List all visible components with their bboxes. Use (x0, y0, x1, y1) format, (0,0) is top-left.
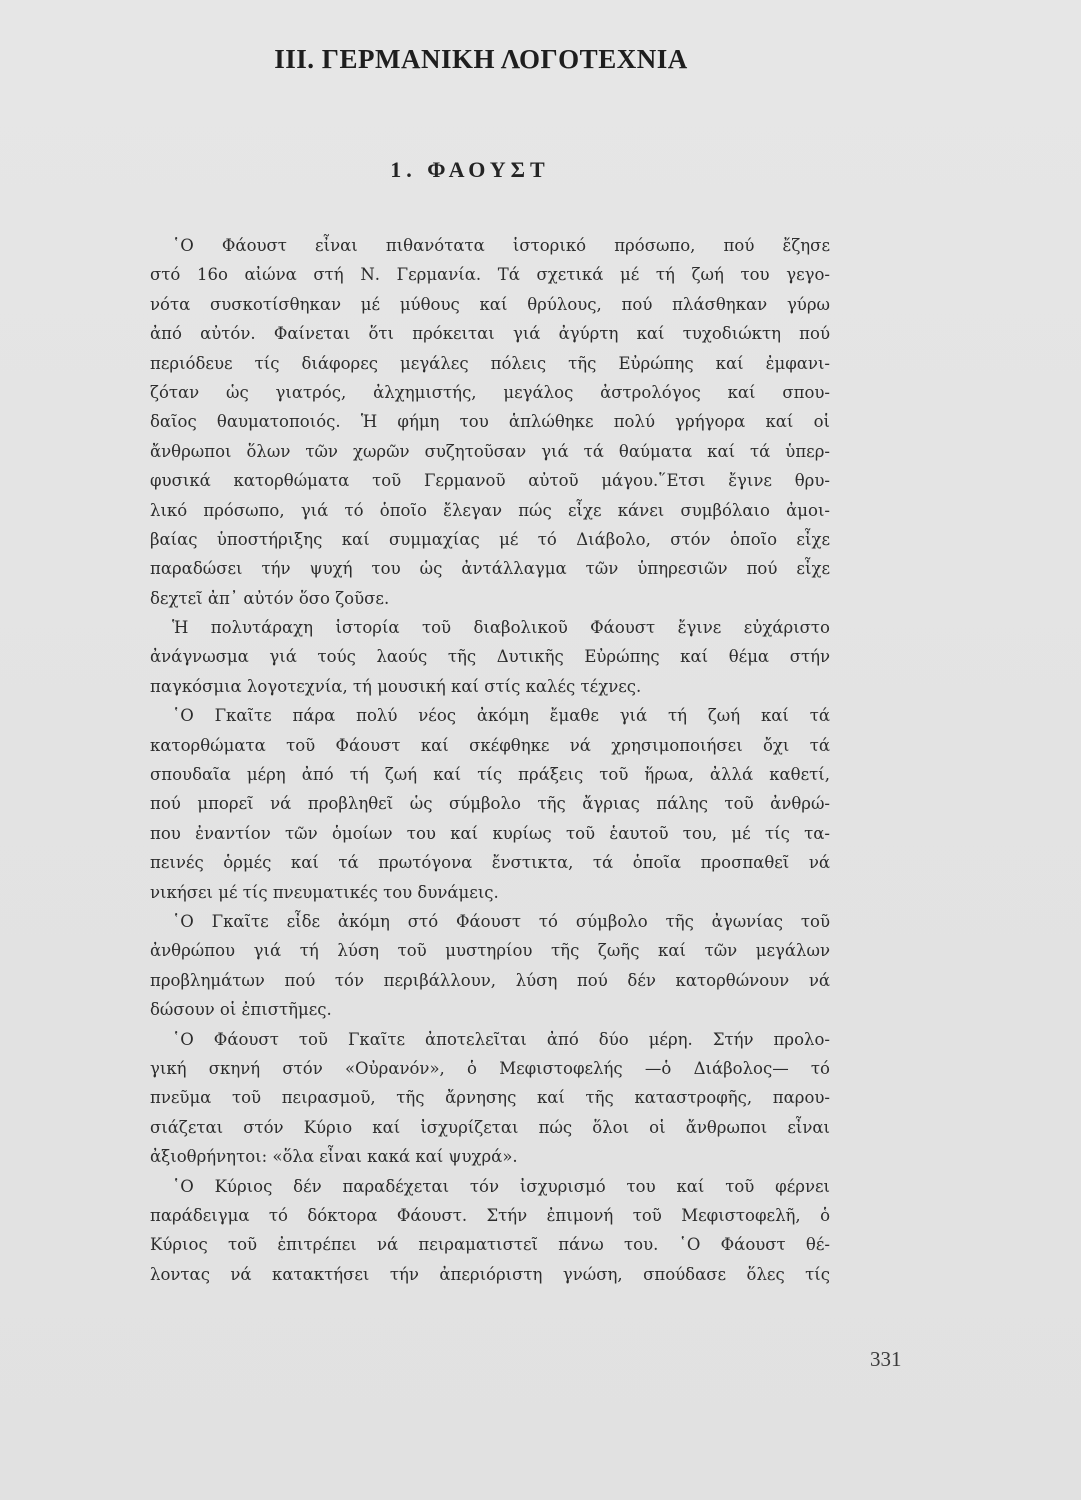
text-line: παραδώσει τήν ψυχή του ὡς ἀντάλλαγμα τῶν ὑπηρεσιῶν πού εἶχε (150, 559, 830, 579)
text-line: Κύριος τοῦ ἐπιτρέπει νά πειραματιστεῖ πάνω του. ῾Ο Φάουστ θέ- (150, 1235, 830, 1255)
text-line: προβλημάτων πού τόν περιβάλλουν, λύση πού δέν κατορθώνουν νά (150, 970, 830, 990)
chapter-title: III. ΓΕΡΜΑΝΙΚΗ ΛΟΓΟΤΕΧΝΙΑ (274, 44, 688, 74)
text-line: λοντας νά κατακτήσει τήν ἀπεριόριστη γνώση, σπούδασε ὅλες τίς (150, 1264, 830, 1284)
text-line: ἀξιοθρήνητοι: «ὅλα εἶναι κακά καί ψυχρά». (150, 1147, 518, 1167)
text-line: δαῖος θαυματοποιός. Ἡ φήμη του ἁπλώθηκε πολύ γρήγορα καί οἱ (150, 412, 830, 432)
text-line: ῾Ο Κύριος δέν παραδέχεται τόν ἰσχυρισμό του καί τοῦ φέρνει (172, 1176, 830, 1196)
text-line: πεινές ὁρμές καί τά πρωτόγονα ἔνστικτα, τά ὁποῖα προσπαθεῖ νά (150, 853, 830, 873)
text-line: ἄνθρωποι ὅλων τῶν χωρῶν συζητοῦσαν γιά τά θαύματα καί τά ὑπερ- (150, 441, 830, 461)
text-line: ἀνθρώπου γιά τή λύση τοῦ μυστηρίου τῆς ζωῆς καί τῶν μεγάλων (150, 941, 830, 961)
text-line: φυσικά κατορθώματα τοῦ Γερμανοῦ αὐτοῦ μάγου.῞Ετσι ἔγινε θρυ- (150, 471, 830, 491)
text-line: που ἐναντίον τῶν ὁμοίων του καί κυρίως τοῦ ἑαυτοῦ του, μέ τίς τα- (150, 823, 830, 843)
text-line: στό 16ο αἰώνα στή Ν. Γερμανία. Τά σχετικά μέ τή ζωή του γεγο- (150, 265, 830, 285)
text-line: πνεῦμα τοῦ πειρασμοῦ, τῆς ἄρνησης καί τῆς καταστροφῆς, παρου- (150, 1088, 830, 1108)
body-text (150, 231, 830, 1289)
text-line: Ἡ πολυτάραχη ἱστορία τοῦ διαβολικοῦ Φάουστ ἔγινε εὐχάριστο (172, 618, 830, 638)
text-line: δώσουν οἱ ἐπιστῆμες. (150, 1000, 332, 1020)
text-line: σιάζεται στόν Κύριο καί ἰσχυρίζεται πώς ὅλοι οἱ ἄνθρωποι εἶναι (150, 1117, 830, 1137)
text-line: ῾Ο Φάουστ τοῦ Γκαῖτε ἀποτελεῖται ἀπό δύο μέρη. Στήν προλο- (172, 1029, 830, 1049)
text-line: ῾Ο Γκαῖτε πάρα πολύ νέος ἀκόμη ἔμαθε γιά τή ζωή καί τά (172, 706, 830, 726)
text-line: πού μπορεῖ νά προβληθεῖ ὡς σύμβολο τῆς ἄγριας πάλης τοῦ ἀνθρώ- (150, 794, 830, 814)
page-number: 331 (870, 1347, 902, 1371)
section-title: 1. ΦΑΟΥΣΤ (390, 157, 550, 182)
text-line: ῾Ο Φάουστ εἶναι πιθανότατα ἱστορικό πρόσωπο, πού ἔζησε (172, 236, 830, 255)
text-line: ζόταν ὡς γιατρός, ἀλχημιστής, μεγάλος ἀστρολόγος καί σπου- (150, 382, 830, 402)
text-line: περιόδευε τίς διάφορες μεγάλες πόλεις τῆς Εὐρώπης καί ἐμφανι- (150, 353, 830, 373)
text-line: λικό πρόσωπο, γιά τό ὁποῖο ἔλεγαν πώς εἶχε κάνει συμβόλαιο ἀμοι- (150, 500, 830, 520)
text-line: κατορθώματα τοῦ Φάουστ καί σκέφθηκε νά χρησιμοποιήσει ὄχι τά (150, 735, 830, 755)
text-line: νικήσει μέ τίς πνευματικές του δυνάμεις. (150, 882, 499, 902)
text-line: γική σκηνή στόν «Οὐρανόν», ὁ Μεφιστοφελής —ὁ Διάβολος— τό (150, 1058, 830, 1078)
text-line: παράδειγμα τό δόκτορα Φάουστ. Στήν ἐπιμονή τοῦ Μεφιστοφελῆ, ὁ (150, 1205, 830, 1225)
text-line: ἀπό αὐτόν. Φαίνεται ὅτι πρόκειται γιά ἀγύρτη καί τυχοδιώκτη πού (150, 324, 830, 344)
text-line: ἀνάγνωσμα γιά τούς λαούς τῆς Δυτικῆς Εὐρώπης καί θέμα στήν (150, 647, 830, 667)
text-line: νότα συσκοτίσθηκαν μέ μύθους καί θρύλους, πού πλάσθηκαν γύρω (150, 294, 830, 314)
text-line: παγκόσμια λογοτεχνία, τή μουσική καί στίς καλές τέχνες. (150, 676, 642, 696)
text-line: σπουδαῖα μέρη ἀπό τή ζωή καί τίς πράξεις τοῦ ἥρωα, ἀλλά καθετί, (150, 765, 830, 785)
text-line: βαίας ὑποστήριξης καί συμμαχίας μέ τό Διάβολο, στόν ὁποῖο εἶχε (150, 529, 830, 549)
text-line: ῾Ο Γκαῖτε εἶδε ἀκόμη στό Φάουστ τό σύμβολο τῆς ἀγωνίας τοῦ (172, 911, 830, 931)
text-line: δεχτεῖ ἀπ᾽ αὐτόν ὅσο ζοῦσε. (150, 588, 390, 608)
